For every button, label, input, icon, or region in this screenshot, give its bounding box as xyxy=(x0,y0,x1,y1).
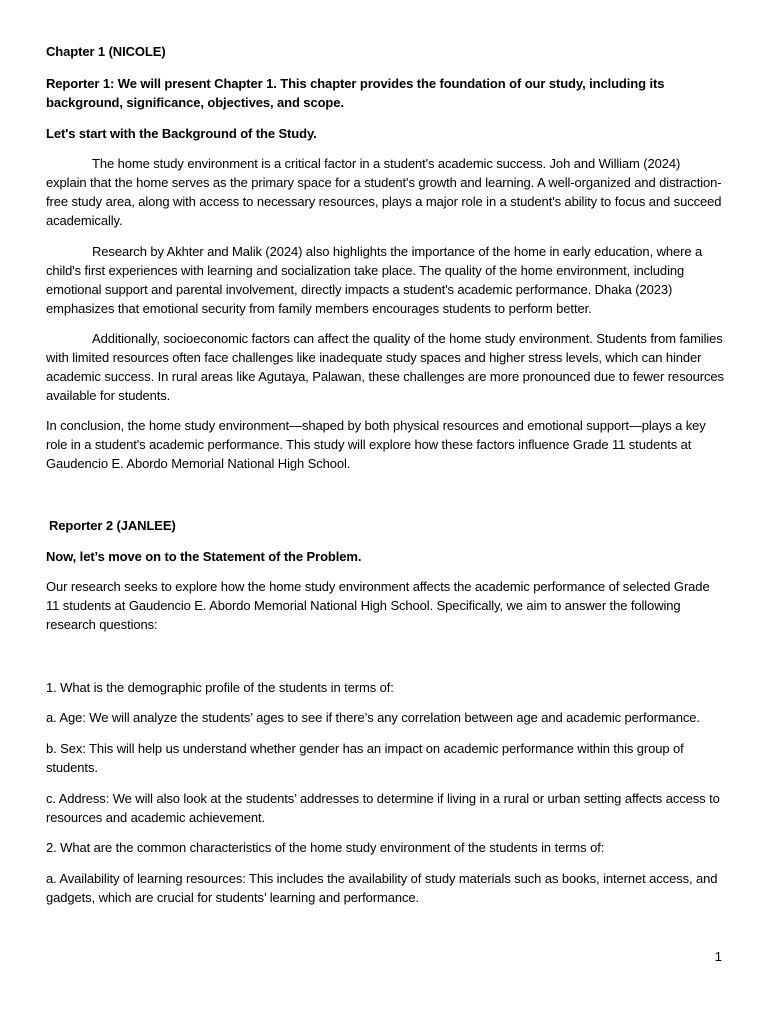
chapter-heading: Chapter 1 (NICOLE) xyxy=(46,44,166,59)
reporter2-heading: Reporter 2 (JANLEE) xyxy=(49,518,176,533)
problem-intro: Our research seeks to explore how the home study environment affects the academic performance of selected Grade 11 students at Gaudencio E. Abordo Memorial National High School. Specifically, we aim to answer the following research questions: xyxy=(46,579,710,632)
research-question-2: 2. What are the common characteristics of the home study environment of the students in terms of: xyxy=(46,840,605,855)
background-paragraph: Research by Akhter and Malik (2024) also highlights the importance of the home in early education, where a child's first experiences with learning and socialization take place. The quality of the home environment, including emotional support and parental involvement, directly impacts a student's academic performance. Dhaka (2023) emphasizes that emotional security from family members encourages students to perform better. xyxy=(46,244,703,316)
conclusion-paragraph: In conclusion, the home study environment—shaped by both physical resources and emotional support—plays a key role in a student's academic performance. This study will explore how these factors influence Grade 11 students at Gaudencio E. Abordo Memorial National High School. xyxy=(46,418,706,471)
page-number: 1 xyxy=(714,949,722,964)
background-heading: Let's start with the Background of the Study. xyxy=(46,126,317,141)
question-1-item-age: a. Age: We will analyze the students’ ages to see if there’s any correlation between age and academic performance. xyxy=(46,710,700,725)
background-paragraph: The home study environment is a critical factor in a student's academic success. Joh and William (2024) explain that the home serves as the primary space for a student's growth and learning. A well-organized and distraction-free study area, along with access to necessary resources, plays a major role in a student's ability to focus and succeed academically. xyxy=(46,156,722,228)
question-1-item-address: c. Address: We will also look at the students’ addresses to determine if living in a rural or urban setting affects access to resources and academic achievement. xyxy=(46,791,720,825)
reporter1-intro: Reporter 1: We will present Chapter 1. This chapter provides the foundation of our study, including its background, significance, objectives, and scope. xyxy=(46,76,665,110)
question-2-item-resources: a. Availability of learning resources: This includes the availability of study materials such as books, internet access, and gadgets, which are crucial for students’ learning and performance. xyxy=(46,871,718,905)
question-1-item-sex: b. Sex: This will help us understand whether gender has an impact on academic performance within this group of students. xyxy=(46,741,684,775)
problem-heading: Now, let’s move on to the Statement of the Problem. xyxy=(46,549,362,564)
background-paragraph: Additionally, socioeconomic factors can affect the quality of the home study environment. Students from families with limited resources often face challenges like inadequate study spaces and higher stress levels, which can hinder academic success. In rural areas like Agutaya, Palawan, these challenges are more pronounced due to fewer resources available for students. xyxy=(46,331,724,403)
research-question-1: 1. What is the demographic profile of the students in terms of: xyxy=(46,680,394,695)
